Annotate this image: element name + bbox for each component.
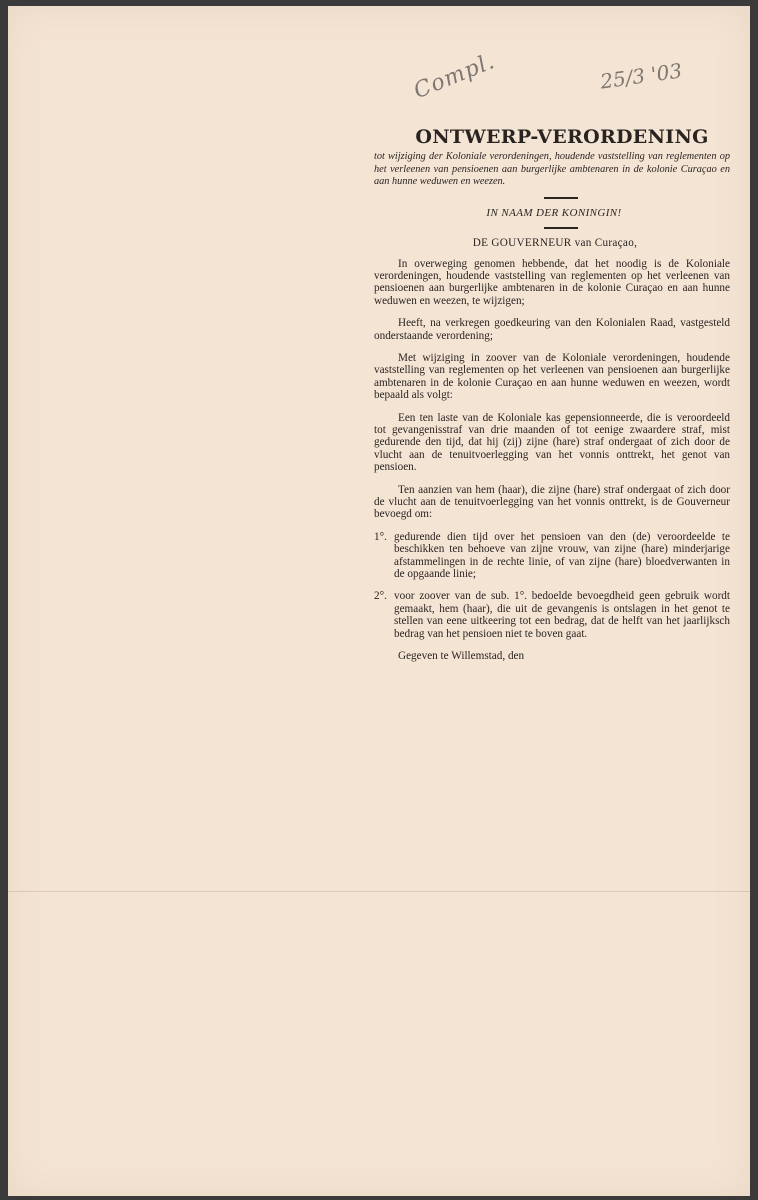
governor-line: DE GOUVERNEUR van Curaçao, [472, 236, 638, 249]
signoff-line: Gegeven te Willemstad, den [398, 650, 525, 663]
handwritten-note-date: 25/3 '03 [598, 58, 684, 94]
page-fold-line [8, 891, 750, 892]
paragraph-governor-powers: Ten aanzien van hem (haar), die zijne (hare) straf ondergaat of zich door de vlucht aan de tenuitvoerlegging van het vonnis onttrekt, is de Gouverneur bevoegd om: [374, 483, 730, 521]
document-subtitle: tot wijziging der Koloniale verordeningen, houdende vaststelling van reglementen op het verleenen van pensioenen aan burgerlijke ambtenaren in de kolonie Curaçao en aan hunne weduwen en weezen. [374, 151, 730, 187]
document-title: ONTWERP-VERORDENING [415, 126, 709, 148]
divider-rule-1 [544, 197, 578, 199]
paragraph-approval: Heeft, na verkregen goedkeuring van den Kolonialen Raad, vastgesteld onderstaande verordening; [374, 317, 730, 342]
document-page [8, 6, 750, 1196]
list-item-1 [374, 531, 730, 581]
list-item-text: gedurende dien tijd over het pensioen van den (de) veroordeelde te beschikken ten behoeve van zijne vrouw, van zijne (hare) minderjarige afstammelingen in de rechte linie, of van zijne (hare) bloedverwanten in de opgaande linie; [394, 530, 730, 581]
list-item-text: voor zoover van de sub. 1°. bedoelde bevoegdheid geen gebruik wordt gemaakt, hem (haar), die uit de gevangenis is ontslagen in het genot te stellen van eene uitkeering tot een bedrag, dat de helft van het jaarlijksch bedrag van het pensioen niet te boven gaat. [394, 590, 730, 640]
list-item-2 [374, 590, 730, 640]
royal-heading: IN NAAM DER KONINGIN! [486, 206, 622, 219]
divider-rule-2 [544, 227, 578, 229]
list-item-number: 2°. [374, 590, 387, 603]
ordinance-text [374, 124, 730, 662]
list-item-number: 1°. [374, 530, 387, 543]
paragraph-pension-forfeit: Een ten laste van de Koloniale kas gepensionneerde, die is veroordeeld tot gevangenisstraf van drie maanden of tot eenige zwaardere straf, mist gedurende den tijd, dat hij (zij) zijne (hare) straf ondergaat of zich door de vlucht aan de tenuitvoerlegging van het vonnis onttrekt, het genot van pensioen. [374, 411, 730, 474]
paragraph-consideration: In overweging genomen hebbende, dat het noodig is de Koloniale verordeningen, houdende vaststelling van reglementen op het verleenen van pensioenen aan burgerlijke ambtenaren in de kolonie Curaçao en aan hunne weduwen en weezen, te wijzigen; [374, 257, 730, 307]
handwritten-note-compl: Compl. [410, 48, 499, 105]
paragraph-amendment: Met wijziging in zoover van de Koloniale verordeningen, houdende vaststelling van reglementen op het verleenen van pensioenen aan burgerlijke ambtenaren in de kolonie Curaçao en aan hunne weduwen en weezen, wordt bepaald als volgt: [374, 351, 730, 402]
